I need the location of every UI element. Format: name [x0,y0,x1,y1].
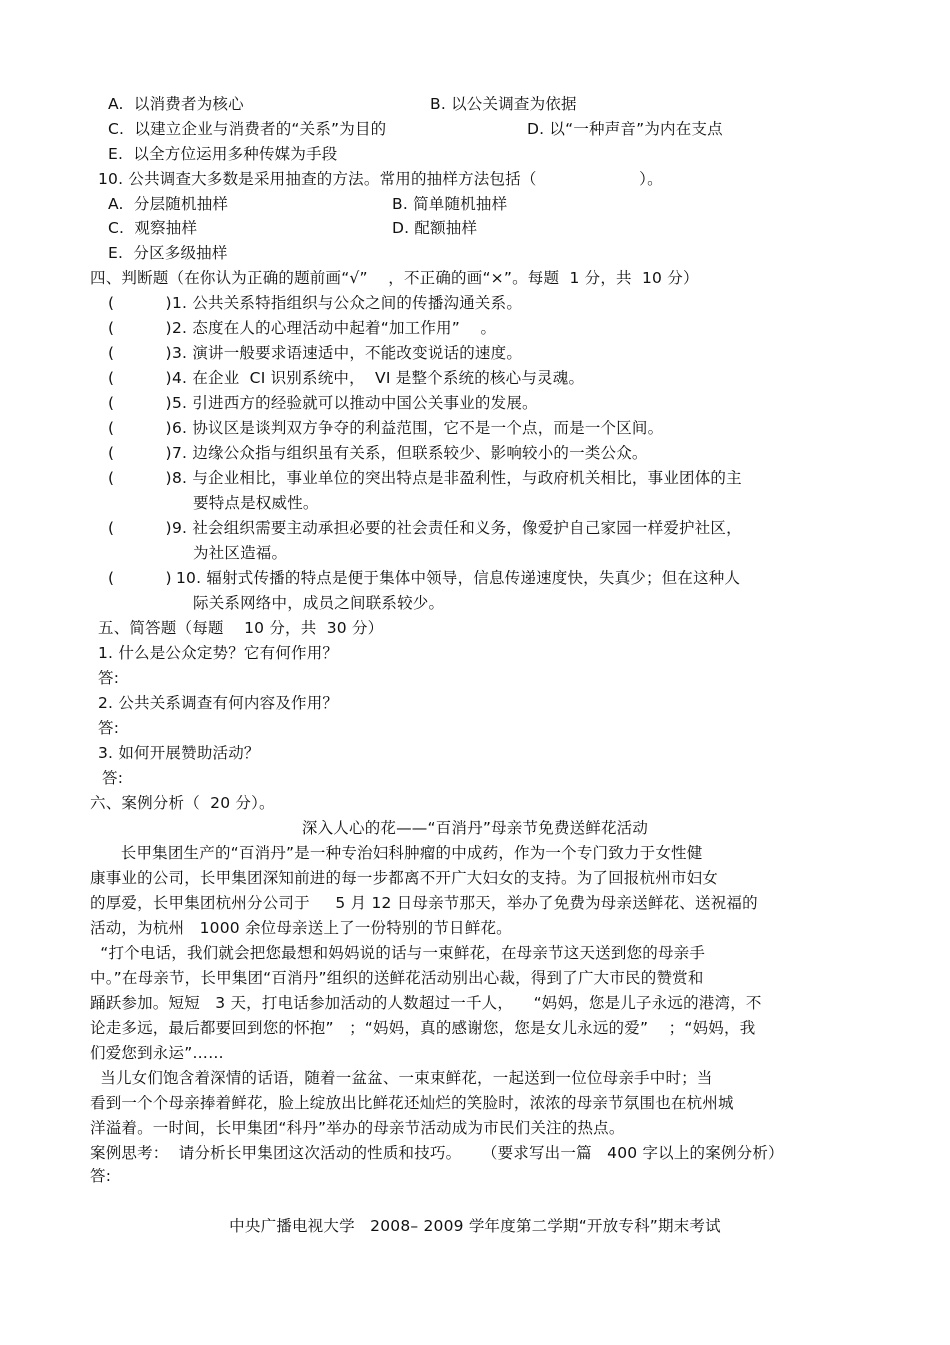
q9-option-c: C. 以建立企业与消费者的“关系”为目的 [108,120,387,138]
sa-question-3: 3. 如何开展赞助活动？ [98,744,260,762]
tf-bracket: ( ) [108,519,172,537]
case-line: 当儿女们饱含着深情的话语，随着一盆盆、一束束鲜花，一起送到一位位母亲手中时；当 [90,1069,713,1087]
tf-item-10-cont: 际关系网络中，成员之间联系较少。 [193,594,445,612]
case-line: “打个电话，我们就会把您最想和妈妈说的话与一束鲜花，在母亲节这天送到您的母亲手 [90,944,706,962]
tf-item-8: 8. 与企业相比，事业单位的突出特点是非盈利性，与政府机关相比，事业团体的主 [172,469,742,487]
q10-option-a: A. 分层随机抽样 [108,195,229,213]
q9-option-d: D. 以“一种声音”为内在支点 [527,120,723,138]
answer-label: 答: [102,769,124,787]
tf-item-6: 6. 协议区是谈判双方争夺的利益范围，它不是一个点，而是一个区间。 [172,419,664,437]
tf-bracket: ( ) [108,294,172,312]
case-line: 长甲集团生产的“百消丹”是一种专治妇科肿瘤的中成药，作为一个专门致力于女性健 [90,844,703,862]
tf-item-3: 3. 演讲一般要求语速适中，不能改变说话的速度。 [172,344,523,362]
answer-label: 答: [98,669,120,687]
tf-item-8-cont: 要特点是权威性。 [193,494,319,512]
tf-item-5: 5. 引进西方的经验就可以推动中国公关事业的发展。 [172,394,538,412]
tf-item-1: 1. 公共关系特指组织与公众之间的传播沟通关系。 [172,294,523,312]
case-line: 洋溢着。一时间，长甲集团“科丹”举办的母亲节活动成为市民们关注的热点。 [90,1119,625,1137]
case-line: 踊跃参加。短短 3 天，打电话参加活动的人数超过一千人， “妈妈，您是儿子永远的港湾，不 [90,994,762,1012]
case-line: 看到一个个母亲捧着鲜花，脸上绽放出比鲜花还灿烂的笑脸时，浓浓的母亲节氛围也在杭州城 [90,1094,734,1112]
tf-bracket: ( ) [108,469,172,487]
section4-title: 四、判断题（在你认为正确的题前画“√” ，不正确的画“×”。每题 1 分，共 10 分） [90,269,699,287]
case-title: 深入人心的花——“百消丹”母亲节免费送鲜花活动 [301,819,649,837]
tf-item-7: 7. 边缘公众指与组织虽有关系，但联系较少、影响较小的一类公众。 [172,444,648,462]
case-line: 中。”在母亲节，长甲集团“百消丹”组织的送鲜花活动别出心裁，得到了广大市民的赞赏和 [90,969,704,987]
tf-bracket: ( ) [108,419,172,437]
q10-option-d: D. 配额抽样 [392,219,478,237]
tf-bracket: ( ) [108,444,172,462]
tf-bracket: ( ) [108,319,172,337]
q10-stem: 10. 公共调查大多数是采用抽查的方法。常用的抽样方法包括（ ）。 [98,170,663,188]
q9-option-e: E. 以全方位运用多种传媒为手段 [108,145,338,163]
tf-bracket: ( ) [108,394,172,412]
tf-bracket: ( ) [108,344,172,362]
section6-title: 六、案例分析（ 20 分）。 [90,794,275,812]
tf-bracket: ( ) [108,569,172,587]
case-question: 案例思考： 请分析长甲集团这次活动的性质和技巧。 （要求写出一篇 400 字以上的案例分析） [90,1144,784,1162]
q10-option-c: C. 观察抽样 [108,219,198,237]
q10-option-e: E. 分区多级抽样 [108,244,228,262]
answer-label: 答: [98,719,120,737]
section5-title: 五、简答题（每题 10 分，共 30 分） [98,619,384,637]
q9-option-b: B. 以公关调查为依据 [430,95,577,113]
case-line: 论走多远，最后都要回到您的怀抱” ；“妈妈，真的感谢您，您是女儿永远的爱” ；“妈妈，我 [90,1019,756,1037]
case-line: 康事业的公司，长甲集团深知前进的每一步都离不开广大妇女的支持。为了回报杭州市妇女 [90,869,719,887]
tf-item-4: 4. 在企业 CI 识别系统中， VI 是整个系统的核心与灵魂。 [172,369,585,387]
case-line: 活动，为杭州 1000 余位母亲送上了一份特别的节日鲜花。 [90,919,512,937]
case-line: 们爱您到永运”…… [90,1044,224,1062]
tf-item-9: 9. 社会组织需要主动承担必要的社会责任和义务，像爱护自己家园一样爱护社区， [172,519,742,537]
tf-bracket: ( ) [108,369,172,387]
tf-item-2: 2. 态度在人的心理活动中起着“加工作用” 。 [172,319,497,337]
q10-option-b: B. 简单随机抽样 [392,195,508,213]
tf-item-9-cont: 为社区造福。 [193,544,288,562]
q9-option-a: A. 以消费者为核心 [108,95,244,113]
answer-label: 答: [90,1167,112,1185]
sa-question-2: 2. 公共关系调查有何内容及作用？ [98,694,339,712]
case-line: 的厚爱，长甲集团杭州分公司于 5 月 12 日母亲节那天，举办了免费为母亲送鲜花、送祝福的 [90,894,758,912]
tf-item-10: 10. 辐射式传播的特点是便于集体中领导，信息传递速度快，失真少；但在这种人 [176,569,741,587]
sa-question-1: 1. 什么是公众定势？它有何作用？ [98,644,339,662]
page-footer: 中央广播电视大学 2008– 2009 学年度第二学期“开放专科”期末考试 [229,1217,721,1235]
